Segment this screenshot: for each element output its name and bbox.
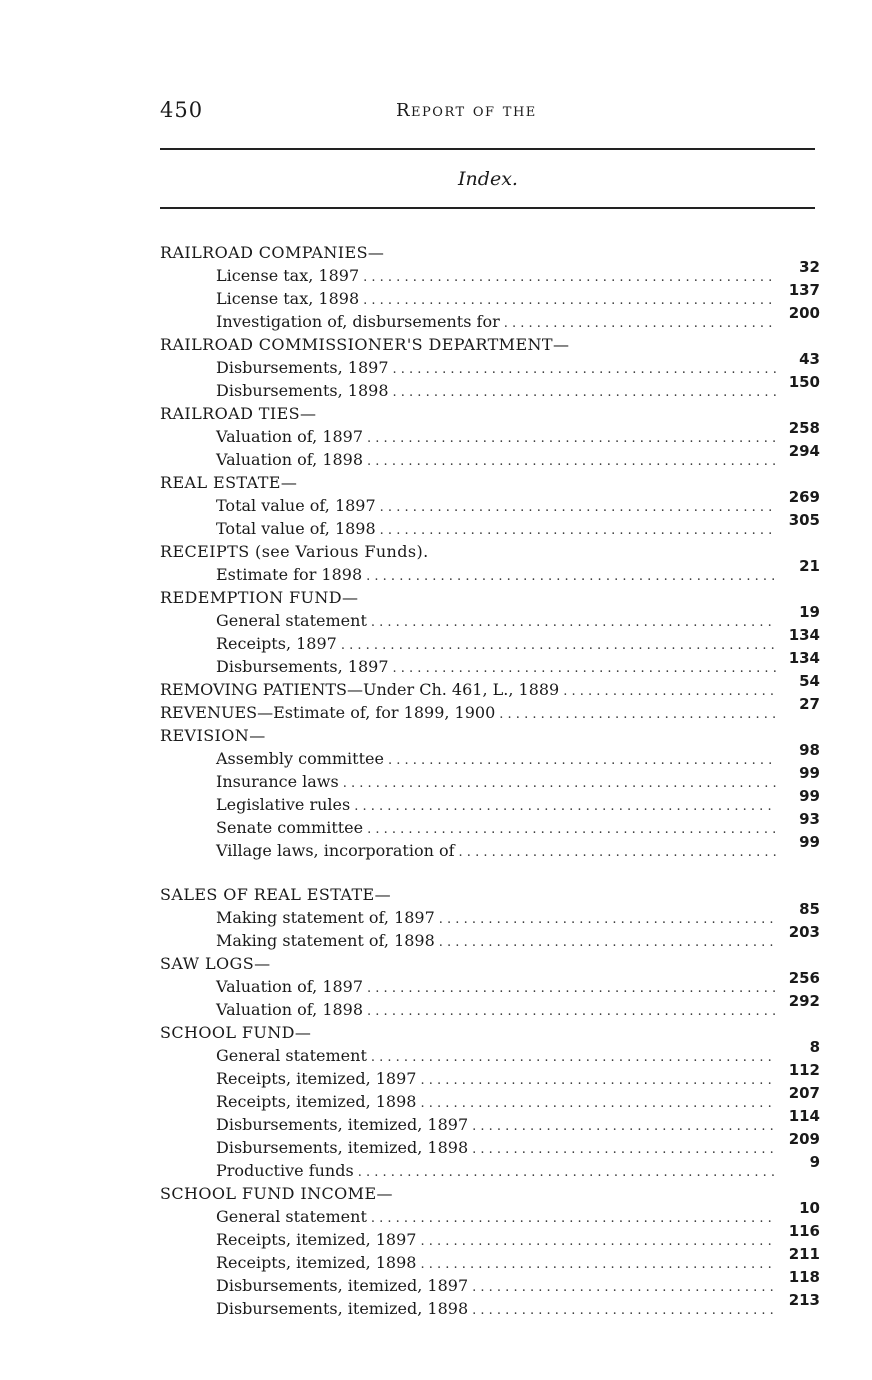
index-group (160, 1182, 824, 1320)
index-group (160, 402, 824, 471)
index-entry (160, 672, 824, 701)
index-heading: RAILROAD COMMISSIONER'S DEPARTMENT— (160, 335, 570, 354)
dot-leader (439, 931, 776, 954)
entry-label: REMOVING PATIENTS—Under Ch. 461, L., 1889 (160, 680, 560, 699)
index-entry (160, 626, 824, 655)
entry-page-number: 9 (809, 1153, 820, 1171)
dot-leader (371, 611, 776, 634)
dot-leader (420, 1092, 776, 1115)
entry-label: Investigation of, disbursements for (216, 312, 500, 331)
entry-label: Receipts, itemized, 1898 (216, 1092, 417, 1111)
index-heading: RAILROAD COMPANIES— (160, 243, 385, 262)
entry-page-number: 114 (788, 1107, 820, 1125)
entry-page-number: 10 (799, 1199, 820, 1217)
dot-leader (504, 312, 776, 335)
dot-leader (367, 427, 776, 450)
bottom-rule (160, 207, 815, 209)
index-group (160, 471, 824, 540)
index-entry (160, 442, 824, 471)
entry-label: Assembly committee (216, 749, 384, 768)
entry-page-number: 213 (788, 1291, 820, 1309)
entry-page-number: 118 (788, 1268, 820, 1286)
dot-leader (563, 680, 776, 703)
index-heading: REVISION— (160, 726, 266, 745)
entry-label: Insurance laws (216, 772, 339, 791)
entry-page-number: 258 (788, 419, 820, 437)
entry-label: Total value of, 1898 (216, 519, 376, 538)
entry-label: Valuation of, 1898 (216, 450, 364, 469)
dot-leader (420, 1230, 776, 1253)
dot-leader (420, 1253, 776, 1276)
index-entry (160, 488, 824, 517)
index-heading: RECEIPTS (see Various Funds). (160, 542, 429, 561)
entry-label: Receipts, itemized, 1897 (216, 1069, 417, 1088)
entry-label: Senate committee (216, 818, 364, 837)
index-entry (160, 1268, 824, 1297)
entry-label: Disbursements, 1898 (216, 381, 389, 400)
index-entry (160, 1084, 824, 1113)
index-entry (160, 923, 824, 952)
entry-label: Receipts, itemized, 1897 (216, 1230, 417, 1249)
index-heading: RAILROAD TIES— (160, 404, 317, 423)
entry-page-number: 98 (799, 741, 820, 759)
dot-leader (371, 1207, 776, 1230)
entry-label: Valuation of, 1897 (216, 427, 364, 446)
index-heading: SAW LOGS— (160, 954, 271, 973)
dot-leader (354, 795, 776, 818)
index-entry (160, 1153, 824, 1182)
dot-leader (393, 657, 776, 680)
top-rule (160, 148, 815, 150)
entry-label: Disbursements, itemized, 1898 (216, 1299, 469, 1318)
entry-label: Valuation of, 1898 (216, 1000, 364, 1019)
index-entry (160, 258, 824, 287)
entry-page-number: 150 (788, 373, 820, 391)
entry-page-number: 99 (799, 764, 820, 782)
entry-page-number: 27 (799, 695, 820, 713)
entry-label: REVENUES—Estimate of, for 1899, 1900 (160, 703, 496, 722)
index-entry (160, 649, 824, 678)
dot-leader (363, 289, 776, 312)
index-group (160, 1021, 824, 1182)
entry-label: General statement (216, 611, 367, 630)
entry-page-number: 137 (788, 281, 820, 299)
running-head: Report of the (396, 100, 537, 121)
index-heading: SALES OF REAL ESTATE— (160, 885, 392, 904)
index-entry (160, 1245, 824, 1274)
index-entry (160, 304, 824, 333)
entry-page-number: 207 (788, 1084, 820, 1102)
index-entry (160, 969, 824, 998)
dot-leader (393, 381, 776, 404)
entry-label: Total value of, 1897 (216, 496, 376, 515)
entry-label: License tax, 1898 (216, 289, 360, 308)
index-entry (160, 764, 824, 793)
entry-page-number: 305 (788, 511, 820, 529)
entry-page-number: 211 (788, 1245, 820, 1263)
entry-page-number: 93 (799, 810, 820, 828)
dot-leader (371, 1046, 776, 1069)
index-entry (160, 992, 824, 1021)
dot-leader (420, 1069, 776, 1092)
entry-label: Disbursements, itemized, 1897 (216, 1115, 469, 1134)
dot-leader (499, 703, 776, 726)
index-group (160, 883, 824, 952)
entry-page-number: 294 (788, 442, 820, 460)
entry-label: Village laws, incorporation of (216, 841, 455, 860)
entry-label: Disbursements, 1897 (216, 358, 389, 377)
entry-page-number: 209 (788, 1130, 820, 1148)
index-entry (160, 511, 824, 540)
entry-label: Disbursements, itemized, 1897 (216, 1276, 469, 1295)
entry-label: General statement (216, 1046, 367, 1065)
index-heading: SCHOOL FUND— (160, 1023, 312, 1042)
page-number: 450 (160, 98, 204, 122)
entry-label: Estimate for 1898 (216, 565, 363, 584)
dot-leader (380, 496, 776, 519)
entry-label: Receipts, 1897 (216, 634, 337, 653)
index-list (160, 241, 824, 1320)
entry-page-number: 8 (809, 1038, 820, 1056)
entry-page-number: 43 (799, 350, 820, 368)
index-entry (160, 603, 824, 632)
entry-label: General statement (216, 1207, 367, 1226)
index-entry (160, 281, 824, 310)
dot-leader (380, 519, 776, 542)
index-entry (160, 1107, 824, 1136)
index-entry (160, 741, 824, 770)
dot-leader (472, 1276, 776, 1299)
index-entry (160, 810, 824, 839)
dot-leader (343, 772, 776, 795)
index-entry (160, 350, 824, 379)
dot-leader (472, 1299, 776, 1322)
dot-leader (439, 908, 776, 931)
entry-page-number: 21 (799, 557, 820, 575)
entry-page-number: 32 (799, 258, 820, 276)
index-entry (160, 557, 824, 586)
dot-leader (472, 1138, 776, 1161)
dot-leader (366, 565, 776, 588)
entry-page-number: 116 (788, 1222, 820, 1240)
index-heading: SCHOOL FUND INCOME— (160, 1184, 393, 1203)
index-group (160, 952, 824, 1021)
dot-leader (363, 266, 776, 289)
entry-page-number: 134 (788, 626, 820, 644)
index-heading: REAL ESTATE— (160, 473, 298, 492)
entry-page-number: 99 (799, 787, 820, 805)
index-entry (160, 833, 824, 862)
dot-leader (459, 841, 776, 864)
dot-leader (367, 1000, 776, 1023)
index-entry (160, 695, 824, 724)
index-group (160, 586, 824, 678)
entry-label: Receipts, itemized, 1898 (216, 1253, 417, 1272)
entry-page-number: 134 (788, 649, 820, 667)
index-entry (160, 1222, 824, 1251)
entry-page-number: 99 (799, 833, 820, 851)
entry-page-number: 85 (799, 900, 820, 918)
dot-leader (358, 1161, 776, 1184)
index-entry (160, 787, 824, 816)
entry-label: License tax, 1897 (216, 266, 360, 285)
dot-leader (367, 977, 776, 1000)
entry-label: Disbursements, itemized, 1898 (216, 1138, 469, 1157)
index-group (160, 241, 824, 333)
index-entry (160, 1038, 824, 1067)
dot-leader (367, 818, 776, 841)
entry-label: Making statement of, 1898 (216, 931, 435, 950)
index-entry (160, 1130, 824, 1159)
index-entry (160, 373, 824, 402)
entry-page-number: 112 (788, 1061, 820, 1079)
entry-label: Making statement of, 1897 (216, 908, 435, 927)
entry-page-number: 269 (788, 488, 820, 506)
index-entry (160, 1061, 824, 1090)
index-group (160, 540, 824, 586)
entry-page-number: 292 (788, 992, 820, 1010)
dot-leader (367, 450, 776, 473)
index-heading: REDEMPTION FUND— (160, 588, 359, 607)
index-entry (160, 1291, 824, 1320)
index-group (160, 672, 824, 724)
entry-label: Productive funds (216, 1161, 354, 1180)
entry-page-number: 256 (788, 969, 820, 987)
dot-leader (341, 634, 776, 657)
index-entry (160, 419, 824, 448)
entry-page-number: 54 (799, 672, 820, 690)
index-group (160, 333, 824, 402)
entry-page-number: 200 (788, 304, 820, 322)
index-entry (160, 1199, 824, 1228)
dot-leader (393, 358, 776, 381)
index-group (160, 724, 824, 862)
entry-page-number: 203 (788, 923, 820, 941)
dot-leader (388, 749, 776, 772)
entry-label: Legislative rules (216, 795, 351, 814)
section-title: Index. (458, 168, 518, 190)
index-entry (160, 900, 824, 929)
dot-leader (472, 1115, 776, 1138)
entry-label: Disbursements, 1897 (216, 657, 389, 676)
entry-label: Valuation of, 1897 (216, 977, 364, 996)
entry-page-number: 19 (799, 603, 820, 621)
